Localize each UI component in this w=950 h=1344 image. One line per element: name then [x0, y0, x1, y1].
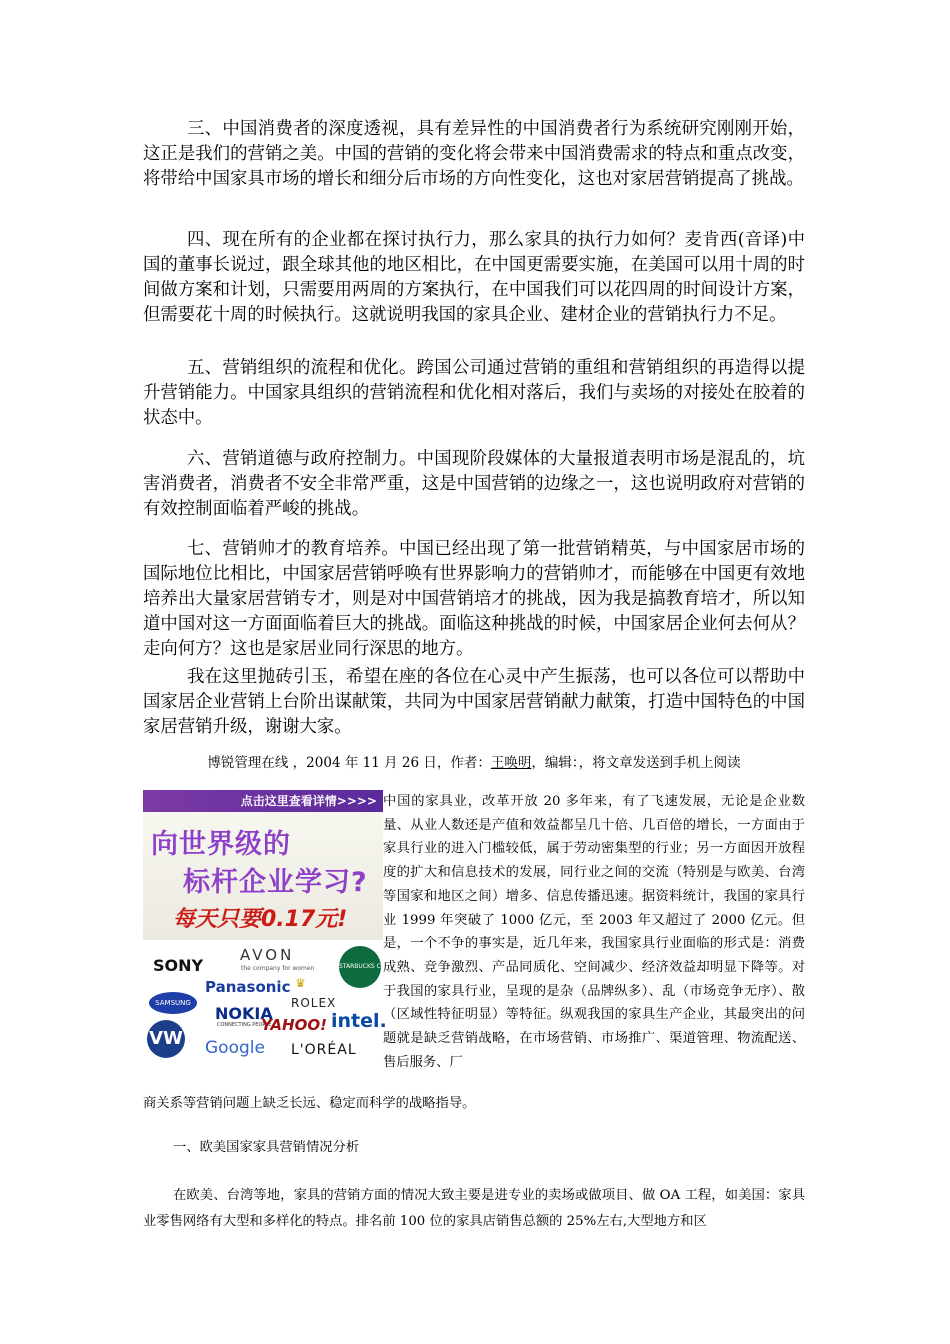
samsung-logo: SAMSUNG — [149, 992, 197, 1014]
ad-logo-wall — [143, 942, 401, 1067]
paragraph-6: 六、营销道德与政府控制力。中国现阶段媒体的大量报道表明市场是混乱的，坑害消费者，消费者不安全非常严重，这是中国营销的边缘之一，这也说明政府对营销的有效控制面临着严峻的挑战。 — [143, 449, 805, 519]
paragraph-3: 三、中国消费者的深度透视，具有差异性的中国消费者行为系统研究刚刚开始，这正是我们的营销之美。中国的营销的变化将会带来中国消费需求的特点和重点改变，将带给中国家具市场的增长和细分后市场的方向性变化，这也对家居营销提高了挑战。 — [143, 119, 805, 189]
loreal-logo: L'ORÉAL — [291, 1042, 357, 1058]
yahoo-logo: YAHOO! — [261, 1016, 327, 1034]
paragraph-closing: 我在这里抛砖引玉，希望在座的各位在心灵中产生振荡，也可以各位可以帮助中国家居企业营销上台阶出谋献策，共同为中国家居营销献力献策，打造中国特色的中国家居营销升级，谢谢大家。 — [143, 667, 805, 737]
panasonic-logo: Panasonic — [205, 978, 291, 996]
rolex-logo: ROLEX — [291, 996, 337, 1010]
section-heading: 一、欧美国家家具营销情况分析 — [173, 1140, 360, 1155]
ad-price: 每天只要0.17元! — [173, 907, 348, 932]
ad-click-bar[interactable]: 点击这里查看详情>>>> — [143, 790, 383, 812]
volkswagen-logo: VW — [147, 1020, 185, 1058]
avon-tagline: the company for women — [241, 965, 315, 972]
article-intro-text: 中国的家具业，改革开放 20 多年来，有了飞速发展，无论是企业数量、从业人数还是产值和效益都呈几十倍、几百倍的增长，一方面由于家具行业的进入门槛较低，属于劳动密集型的行业；另一方面因开放程度的扩大和信息技术的发展，同行业之间的交流（特别是与欧美、台湾等国家和地区之间）增多、信息传播迅速。据资料统计，我国的家具行业 1999 年突破了 1000 亿元，至 2003 年又超过了 2000 亿元。但是，一个不争的事实是，近几年来，我国家具行业面临的形式是：消费成熟、竞争激烈、产品同质化、空间减少、经济效益却明显下降等。对于我国的家具行业，呈现的是杂（品牌纵多）、乱（市场竞争无序）、散（区域性特征明显）等特征。纵观我国的家具生产企业，其最突出的问题就是缺乏营销战略，在市场营销、市场推广、渠道管理、物流配送、售后服务、厂 — [383, 794, 805, 1070]
paragraph-5: 五、营销组织的流程和优化。跨国公司通过营销的重组和营销组织的再造得以提升营销能力。中国家具组织的营销流程和优化相对落后，我们与卖场的对接处在胶着的状态中。 — [143, 358, 805, 428]
article-byline — [143, 753, 805, 773]
avon-logo: AVON — [240, 946, 295, 964]
paragraph-4: 四、现在所有的企业都在探讨执行力，那么家具的执行力如何？麦肯西(音译)中国的董事长说过，跟全球其他的地区相比，在中国更需要实施，在美国可以用十周的时间做方案和计划，只需要用两周的方案执行，在中国我们可以花四周的时间设计方案，但需要花十周的时候执行。这就说明我国的家具企业、建材企业的营销执行力不足。 — [143, 230, 805, 325]
google-logo: Google — [205, 1038, 265, 1058]
author-link[interactable]: 王唤明 — [490, 755, 532, 771]
ad-headline-line1: 向世界级的 — [151, 829, 291, 860]
section-paragraph: 在欧美、台湾等地，家具的营销方面的情况大致主要是进专业的卖场或做项目、做 OA 工程，如美国：家具业零售网络有大型和多样化的特点。排名前 100 位的家具店销售总额的 25%左右,大型地方和区 — [143, 1188, 805, 1229]
byline-prefix: 博锐管理在线 ，2004 年 11 月 26 日，作者： — [207, 755, 491, 771]
rolex-crown-icon: ♛ — [295, 976, 306, 990]
byline-suffix[interactable]: ，编辑：，将文章发送到手机上阅读 — [531, 755, 741, 771]
sony-logo: SONY — [153, 956, 204, 975]
paragraph-7: 七、营销帅才的教育培养。中国已经出现了第一批营销精英，与中国家居市场的国际地位比相比，中国家居营销呼唤有世界影响力的营销帅才，而能够在中国更有效地培养出大量家居营销专才，则是对中国营销培才的挑战，因为我是搞教育培才，所以知道中国对这一方面面临着巨大的挑战。面临这种挑战的时候，中国家居企业何去何从？走向何方？这也是家居业同行深思的地方。 — [143, 539, 805, 659]
article-intro-continuation: 商关系等营销问题上缺乏长远、稳定而科学的战略指导。 — [143, 1096, 476, 1111]
ad-headline-line2: 标杆企业学习? — [183, 867, 368, 898]
nokia-logo: NOKIA — [215, 1004, 273, 1023]
starbucks-logo: STARBUCKS COFFEE — [339, 946, 381, 988]
advertisement-banner[interactable] — [143, 790, 401, 1067]
intel-logo: intel. — [331, 1010, 387, 1032]
nokia-tagline: CONNECTING PEOPLE — [217, 1022, 272, 1028]
